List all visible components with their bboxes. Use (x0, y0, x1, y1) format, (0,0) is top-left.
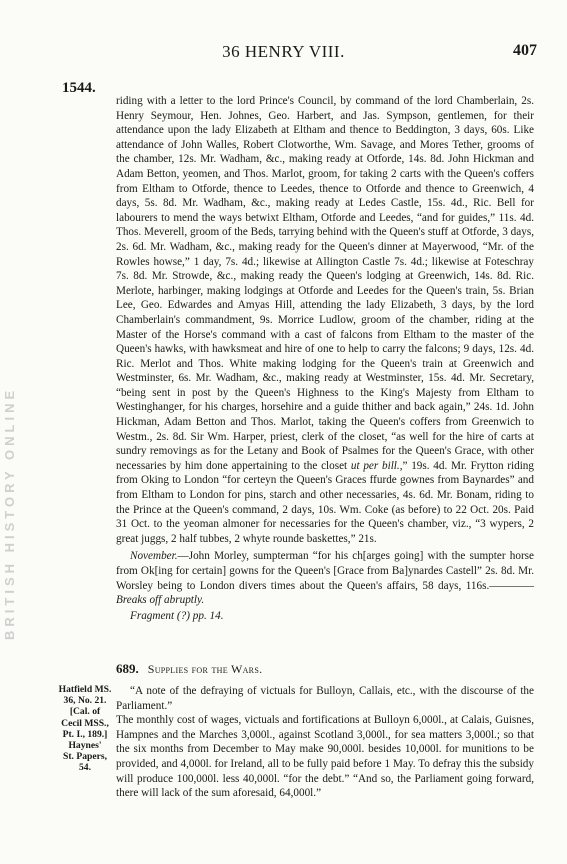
marginal-line: Pt. I., 189.] (62, 728, 108, 740)
marginal-reference (56, 684, 114, 774)
marginal-line: Haynes' (68, 740, 102, 752)
year-marker: 1544. (62, 80, 96, 96)
marginal-line: St. Papers, 54. (63, 751, 107, 774)
paragraph-expenses (116, 94, 534, 546)
page-title: 36 HENRY VIII. (222, 42, 345, 61)
section-heading (116, 661, 534, 677)
section-body (116, 684, 534, 801)
section-title: Supplies for the Wars. (147, 662, 263, 676)
paragraph-expenses-end: ,” 19s. 4d. Mr. Frytton riding from Oking to London “for certeyn the Queen's Graces ffurde gownes from Baynardes” and from Eltham to London for pins, starch and other necessaries, 4s. 6d. Mr. Bonam, riding to the Prince at the Queen's command, 2 days, 10s. Wm. Coke (as before) to 22 Oct. 20s. Paid 31 Oct. to the yeoman almoner for necessaries for the Queen's chamber, viz., “3 wypers, 2 great juggs, 2 half tubbes, 2 whyte rounde baskettes,” 21s. (116, 459, 534, 545)
main-text (116, 94, 534, 623)
breaks-off-note: Breaks off abruptly. (116, 594, 205, 607)
fragment-note: Fragment (?) pp. 14. (130, 609, 224, 622)
italic-ut-per-bill: ut per bill. (350, 459, 400, 472)
november-text: —John Morley, sumpterman “for his ch[arges going] with the sumpter horse from Ok[ing for certain] gowns for the Queen's [Grace from Ba]ynardes Castell” 2s. 8d. Mr. Worsley being to London divers times about the Queen's affairs, 58 days, 116s.———— (116, 550, 534, 592)
marginal-line: Hatfield MS. (58, 684, 112, 695)
running-head (0, 42, 567, 66)
section-quote: “A note of the defraying of victuals for Bulloyn, Callais, etc., with the discourse of the Parliament.” (116, 685, 534, 712)
paragraph-november (116, 549, 534, 607)
marginal-line: [Cal. of (69, 706, 101, 718)
section-number: 689. (116, 661, 139, 676)
side-watermark: BRITISH HISTORY ONLINE (2, 386, 17, 640)
paragraph-expenses-text: riding with a letter to the lord Prince's Council, by command of the lord Chamberlain, 2s. Henry Seymour, Hen. Johnes, Geo. Harbert, and Jas. Sympson, gentlemen, for their attendance upon the lady Elizabeth at Eltham and thence to Beddington, 3 days, 60s. Like attendance of John Walles, Robert Clotworthe, Wm. Savage, and Mores Tether, grooms of the chamber, 12s. Mr. Wadham, &c., making ready at Otforde, 14s. 8d. John Hickman and Adam Betton, yeomen, and Thos. Marlot, groom, for taking 2 carts with the Queen's coffers from Eltham to Otforde, thence to Leedes, thence to Otforde and thence to Greenwich, 4 days, 5s. 8d. Mr. Wadham, &c., making ready at Ledes Castle, 15s. 4d., Ric. Bell for labourers to mend the ways betwixt Eltham, Otforde and Leedes, “and for guides,” 11s. 4d. Thos. Meverell, groom of the Beds, tarrying behind with the Queen's stuff at Otforde, 3 days, 2s. 6d. Mr. Wadham, &c., making ready for the Queen's dinner at Mayerwood, “Mr. of the Rowles howse,” 1 day, 7s. 4d.; likewise at Allington Castle 7s. 4d.; likewise at Foteschray 7s. 8d. Mr. Strowde, &c., making ready the Queen's lodging at Greenwich, 14s. 8d. Ric. Merlote, harbinger, making lodgings at Otforde and Leedes for the Queen's train, 5s. Brian Lee, Geo. Edwardes and Amyas Hill, attending the lady Elizabeth, 3 days, by the lord Chamberlain's commandment, 9s. Morrice Ludlow, groom of the chamber, riding at the Master of the Horse's command with a cast of falcons from Eltham to the master of the Queen's hawks, with hawksmeat and hire of one to help to carry the falcons; 9 days, 12s. 4d. Ric. Merlot and Thos. White making lodging for the Queen's train at Greenwich and Westminster, 6s. Mr. Wadham, &c., making ready at Westminster, 15s. 4d. Mr. Secretary, “being sent in post by the Queen's Highness to the King's Majesty from Eltham to Westinghanger, for his charges, horsehire and a guide thither and back again,” 24s. 1d. John Hickman, Adam Betton and Thos. Marlot, taking the Queen's coffers from Greenwich to Westm., 2s. 8d. Sir Wm. Harper, priest, clerk of the closet, “as well for the hire of carts at sundry removings as for the Letany and Book of Psalmes for the Queen's Grace, with other necessaries by him done appertaining to the closet (116, 95, 534, 472)
marginal-line: 36, No. 21. (63, 695, 107, 707)
marginal-line: Cecil MSS., (61, 717, 109, 729)
page-number: 407 (513, 42, 537, 59)
november-label: November. (130, 550, 178, 563)
section-paragraph: The monthly cost of wages, victuals and fortifications at Bulloyn 6,000l., at Calais, Guisnes, Hampnes and the Marches 3,000l., against Scotland 3,000l., for sea matters 3,000l.; so that the six months from December to May make 90,000l. besides 10,000l. for munitions to be provided, and 4,000l. for Ireland, all to be fully paid before 1 May. To defray this the subsidy will produce 100,000l. less 40,000l. “for the debt.” “And so, the Parliament going forward, there will lack of the sum aforesaid, 64,000l.” (116, 714, 534, 800)
